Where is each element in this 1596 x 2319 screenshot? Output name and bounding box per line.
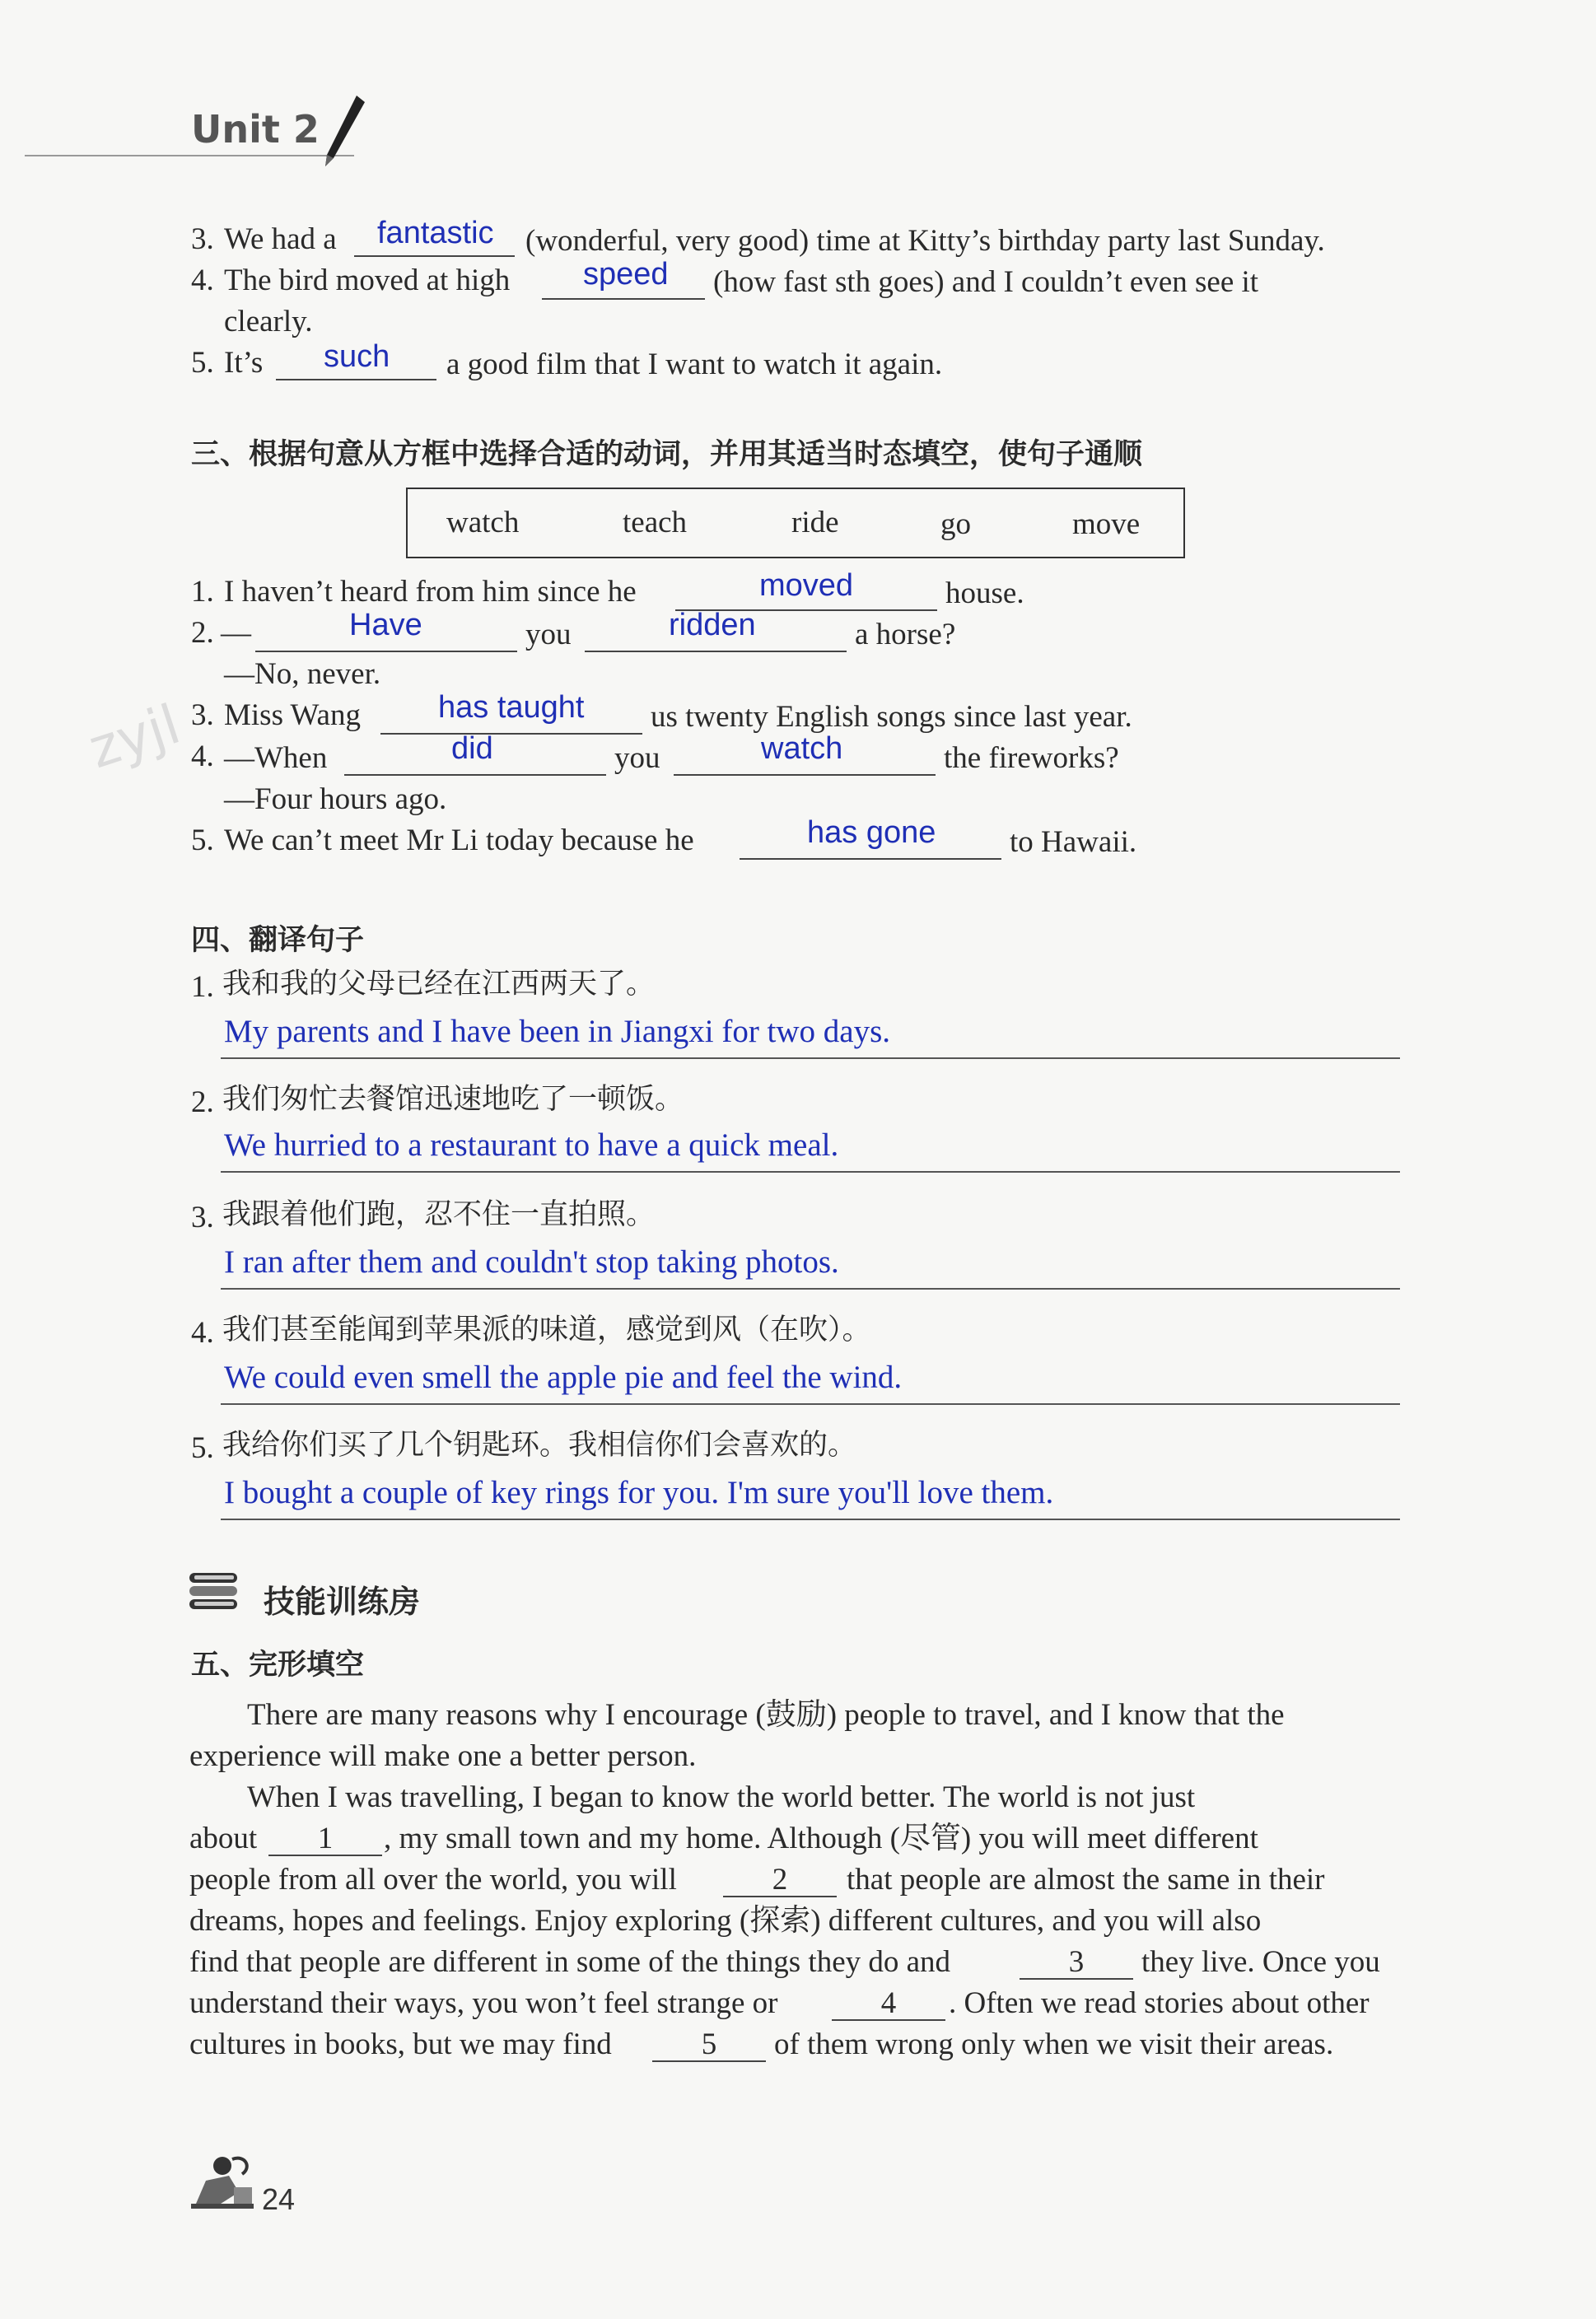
passage-line: cultures in books, but we may find bbox=[189, 2027, 612, 2061]
s3q1-num: 1. bbox=[191, 575, 214, 609]
s3q5-post: to Hawaii. bbox=[1010, 825, 1137, 859]
passage-line: , my small town and my home. Although (尽管) you will meet different bbox=[384, 1822, 1258, 1855]
s4-item2-num: 2. bbox=[191, 1085, 214, 1119]
s4-item3-cn: 我跟着他们跑，忍不住一直拍照。 bbox=[222, 1198, 656, 1231]
section3-title: 三、根据句意从方框中选择合适的动词，并用其适当时态填空，使句子通顺 bbox=[191, 438, 1143, 471]
s4-item5-num: 5. bbox=[191, 1431, 214, 1465]
s3q3-pre: Miss Wang bbox=[224, 698, 361, 732]
s3q2-mid: you bbox=[525, 618, 572, 651]
s3q5-answer: has gone bbox=[807, 815, 936, 850]
header-rule bbox=[25, 155, 354, 156]
s4-item3-num: 3. bbox=[191, 1201, 214, 1234]
s3q2-num: 2. bbox=[191, 616, 214, 650]
pen-icon bbox=[317, 92, 366, 171]
s3q3-num: 3. bbox=[191, 698, 214, 732]
q3-post: (wonderful, very good) time at Kitty’s birthday party last Sunday. bbox=[525, 224, 1325, 258]
s3q4-answer1: did bbox=[451, 731, 493, 766]
s3q3-answer: has taught bbox=[438, 690, 585, 725]
cloze-blank-1-num: 1 bbox=[317, 1822, 334, 1855]
s4-item3-en: I ran after them and couldn't stop taking photos. bbox=[224, 1244, 839, 1280]
cloze-blank-4-num: 4 bbox=[880, 1986, 897, 2020]
s3q4-post: the fireworks? bbox=[944, 741, 1119, 775]
q5-num: 5. bbox=[191, 346, 214, 380]
passage-line: experience will make one a better person. bbox=[189, 1739, 697, 1773]
passage-line: There are many reasons why I encourage (鼓励) people to travel, and I know that the bbox=[247, 1698, 1285, 1732]
s3q2-answer2: ridden bbox=[669, 608, 756, 642]
q4-answer: speed bbox=[583, 257, 669, 292]
s4-item4-en: We could even smell the apple pie and feel the wind. bbox=[224, 1360, 903, 1395]
s4-item4-num: 4. bbox=[191, 1316, 214, 1350]
cloze-blank-3-num: 3 bbox=[1068, 1945, 1085, 1979]
q4-cont: clearly. bbox=[224, 305, 313, 338]
s3q3-post: us twenty English songs since last year. bbox=[651, 700, 1132, 734]
s3q4-pre: —When bbox=[224, 741, 328, 775]
passage-line: that people are almost the same in their bbox=[847, 1863, 1325, 1897]
q3-num: 3. bbox=[191, 222, 214, 256]
section5-title: 五、完形填空 bbox=[191, 1649, 365, 1682]
s3q2-reply: —No, never. bbox=[224, 657, 381, 691]
s4-item2-en: We hurried to a restaurant to have a quick meal. bbox=[224, 1127, 839, 1163]
s3q2-post: a horse? bbox=[855, 618, 956, 651]
section4-title: 四、翻译句子 bbox=[191, 924, 365, 957]
s4-item5-cn: 我给你们买了几个钥匙环。我相信你们会喜欢的。 bbox=[222, 1429, 857, 1462]
q3-answer: fantastic bbox=[377, 216, 494, 250]
unit-title: Unit 2 bbox=[191, 107, 320, 152]
passage-line: about bbox=[189, 1822, 258, 1855]
q5-pre: It’s bbox=[224, 346, 264, 380]
s3q2-answer1: Have bbox=[349, 608, 422, 642]
s4-item4-line bbox=[221, 1403, 1400, 1405]
passage-line: dreams, hopes and feelings. Enjoy exploring (探索) different cultures, and you will also bbox=[189, 1904, 1262, 1938]
word-box-item: ride bbox=[791, 506, 839, 539]
q3-pre: We had a bbox=[224, 222, 337, 256]
page-number: 24 bbox=[262, 2182, 296, 2216]
s3q4-num: 4. bbox=[191, 740, 214, 773]
student-desk-icon bbox=[188, 2151, 257, 2212]
passage-line: . Often we read stories about other bbox=[949, 1986, 1370, 2020]
passage-line: people from all over the world, you will bbox=[189, 1863, 677, 1897]
s3q5-num: 5. bbox=[191, 824, 214, 857]
word-box-item: move bbox=[1072, 507, 1141, 541]
s3q1-pre: I haven’t heard from him since he bbox=[224, 575, 637, 609]
q4-post: (how fast sth goes) and I couldn’t even see it bbox=[713, 265, 1259, 299]
word-box-item: go bbox=[940, 507, 971, 541]
s4-item1-num: 1. bbox=[191, 970, 214, 1004]
passage-line: they live. Once you bbox=[1141, 1945, 1380, 1979]
s4-item5-en: I bought a couple of key rings for you. I'm sure you'll love them. bbox=[224, 1475, 1054, 1510]
s4-item2-line bbox=[221, 1171, 1400, 1173]
word-box-item: teach bbox=[623, 506, 688, 539]
s3q1-answer: moved bbox=[759, 568, 854, 603]
passage-line: of them wrong only when we visit their areas. bbox=[774, 2027, 1334, 2061]
s4-item2-cn: 我们匆忙去餐馆迅速地吃了一顿饭。 bbox=[222, 1083, 684, 1116]
passage-line: When I was travelling, I began to know the world better. The world is not just bbox=[247, 1780, 1196, 1814]
q4-pre: The bird moved at high bbox=[224, 264, 511, 297]
passage-line: understand their ways, you won’t feel strange or bbox=[189, 1986, 778, 2020]
s4-item1-cn: 我和我的父母已经在江西两天了。 bbox=[222, 968, 656, 1001]
s4-item1-line bbox=[221, 1057, 1400, 1059]
word-box-item: watch bbox=[446, 506, 520, 539]
s3q4-answer2: watch bbox=[761, 731, 843, 766]
skills-title: 技能训练房 bbox=[264, 1584, 421, 1620]
s3q4-mid: you bbox=[614, 741, 660, 775]
cloze-blank-5-num: 5 bbox=[701, 2027, 717, 2061]
s3q5-pre: We can’t meet Mr Li today because he bbox=[224, 824, 694, 857]
s4-item3-line bbox=[221, 1288, 1400, 1290]
books-icon bbox=[188, 1570, 240, 1616]
s4-item5-line bbox=[221, 1519, 1400, 1520]
q5-answer: such bbox=[324, 339, 390, 374]
cloze-blank-2-num: 2 bbox=[772, 1863, 788, 1897]
passage-line: find that people are different in some of the things they do and bbox=[189, 1945, 951, 1979]
s3q1-post: house. bbox=[945, 576, 1024, 610]
s3q2-dash: — bbox=[221, 616, 251, 650]
s4-item1-en: My parents and I have been in Jiangxi for two days. bbox=[224, 1014, 891, 1049]
s3q4-reply: —Four hours ago. bbox=[224, 782, 447, 816]
q5-post: a good film that I want to watch it again. bbox=[446, 348, 943, 381]
q4-num: 4. bbox=[191, 264, 214, 297]
watermark: zyjl bbox=[81, 692, 188, 782]
s4-item4-cn: 我们甚至能闻到苹果派的味道，感觉到风（在吹）。 bbox=[222, 1313, 871, 1346]
